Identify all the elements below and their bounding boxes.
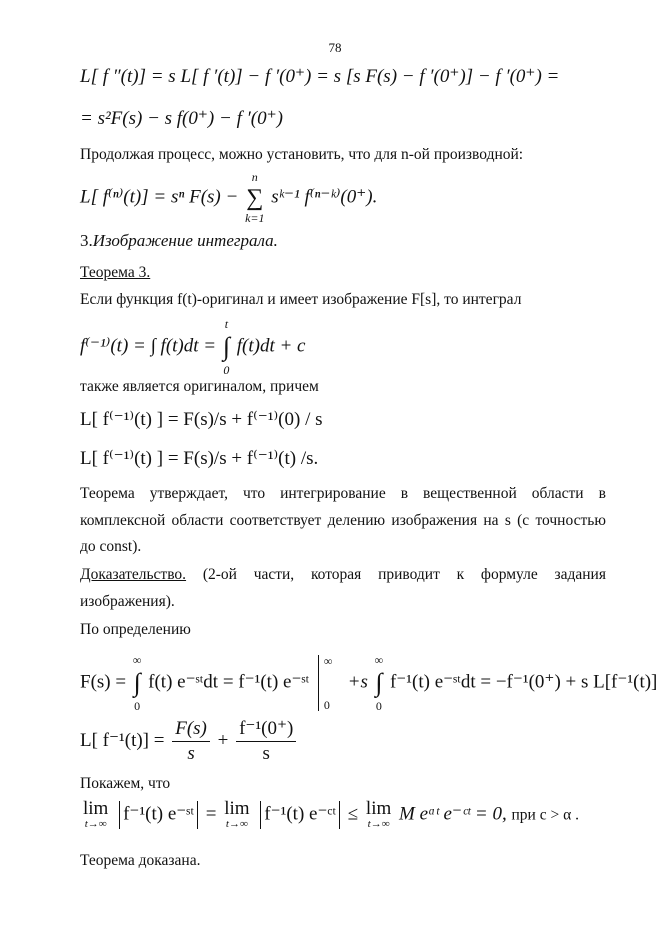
word: s — [504, 512, 511, 529]
proof-line-1 — [80, 564, 606, 586]
word: приводит — [378, 566, 440, 583]
word: (с — [517, 512, 530, 529]
theorem-label: Теорема 3. — [80, 264, 151, 281]
integral-upper-limit: ∞ — [132, 653, 142, 667]
word: которая — [310, 566, 362, 583]
word: области — [531, 485, 584, 502]
word: к — [456, 566, 465, 583]
text-nth-derivative-intro: Продолжая процесс, можно установить, что для n-ой производной: — [80, 146, 524, 163]
evaluation-upper: ∞ — [323, 654, 333, 668]
evaluation-lower: 0 — [323, 698, 330, 712]
formula-integral — [80, 316, 305, 378]
lim-text: lim — [224, 798, 250, 819]
formula-integral-image-a: L[ f⁽⁻¹⁾(t) ] = F(s)/s + f⁽⁻¹⁾(0) / s — [80, 409, 323, 430]
word: изображения — [391, 512, 478, 529]
word: в — [400, 485, 409, 502]
abs-bar — [260, 801, 261, 829]
integral-sign: ∫ — [222, 332, 230, 361]
leq-sign: ≤ — [347, 803, 359, 825]
fraction-2 — [236, 718, 296, 765]
integral-formula-rhs: f(t)dt + c — [236, 335, 306, 357]
section-heading — [80, 230, 278, 252]
evaluation-bar — [318, 655, 341, 711]
formula-second-derivative: L[ f ″(t)] = s L[ f ′(t)] − f ′(0⁺) = s [s F(s) − f ′(0⁺)] − f ′(0⁺) = — [80, 66, 560, 87]
nth-formula-rhs: sᵏ⁻¹ f⁽ⁿ⁻ᵏ⁾(0⁺). — [271, 186, 378, 208]
text-theorem-proven: Теорема доказана. — [80, 852, 201, 869]
lim-text: lim — [365, 798, 392, 819]
word: делению — [327, 512, 386, 529]
definite-integral-1 — [133, 652, 142, 714]
word: соответствует — [229, 512, 322, 529]
formula-limit — [80, 800, 579, 830]
formula-image-of-antiderivative — [80, 718, 299, 765]
fs-lhs: F(s) = — [80, 671, 127, 693]
definite-integral — [223, 316, 230, 378]
statement-line-3: до const). — [80, 538, 142, 555]
limit-condition: при c > α . — [511, 806, 579, 824]
sum-upper-limit: n — [251, 170, 258, 184]
word: что — [242, 485, 266, 502]
integral-upper-limit: ∞ — [374, 653, 384, 667]
abs-bar — [197, 801, 198, 829]
word: области — [171, 512, 224, 529]
fs-mid-2: +s — [347, 671, 368, 693]
integral-sign: ∫ — [375, 668, 383, 697]
fs-mid-1: f(t) e⁻ˢᵗdt = f⁻¹(t) e⁻ˢᵗ — [148, 671, 310, 693]
formula-integral-image-b: L[ f⁽⁻¹⁾(t) ] = F(s)/s + f⁽⁻¹⁾(t) /s. — [80, 448, 319, 469]
word: части, — [253, 566, 295, 583]
word: комплексной — [80, 512, 166, 529]
text-show-that: Покажем, что — [80, 775, 171, 792]
limit-operator-3 — [366, 800, 391, 830]
lim-subscript: t→∞ — [84, 818, 107, 830]
word: (2-ой — [202, 566, 237, 583]
integral-lower-limit: 0 — [223, 363, 230, 377]
section-title: Изображение интеграла. — [92, 231, 278, 250]
word: формуле — [480, 566, 538, 583]
fs-rhs: f⁻¹(t) e⁻ˢᵗdt = −f⁻¹(0⁺) + s L[f⁻¹(t)] — [389, 671, 658, 693]
formula-second-derivative-continued: = s²F(s) − s f(0⁺) − f ′(0⁺) — [80, 108, 283, 129]
word: задания — [554, 566, 606, 583]
limit-operator-2 — [224, 800, 249, 830]
sum-lower-limit: k=1 — [245, 211, 265, 225]
limit-term-2: f⁻¹(t) e⁻ᶜᵗ — [264, 803, 336, 825]
equals-sign: = — [205, 803, 217, 825]
word: утверждает, — [149, 485, 228, 502]
fraction-2-numerator: f⁻¹(0⁺) — [236, 718, 296, 742]
lim-text: lim — [83, 798, 109, 819]
sum-sign: ∑ — [246, 185, 264, 211]
proof-label: Доказательство. — [80, 566, 187, 583]
abs-bar — [339, 801, 340, 829]
limit-operator-1 — [83, 800, 108, 830]
definite-integral-2 — [375, 652, 384, 714]
plus-sign: + — [217, 729, 229, 751]
integral-formula-lhs: f⁽⁻¹⁾(t) = ∫ f(t)dt = — [80, 335, 217, 357]
section-number: 3. — [80, 231, 93, 250]
lim-subscript: t→∞ — [367, 818, 390, 830]
statement-line-1 — [80, 483, 606, 505]
formula-laplace-definition — [80, 652, 657, 714]
limit-term-3: M eᵅᵗ e⁻ᶜᵗ = 0, — [399, 803, 507, 825]
word: точностью — [535, 512, 606, 529]
limit-term-1: f⁻¹(t) e⁻ˢᵗ — [123, 803, 194, 825]
word: Теорема — [80, 485, 135, 502]
integral-lower-limit: 0 — [375, 699, 382, 713]
text-by-definition: По определению — [80, 621, 191, 638]
fraction-2-denominator: s — [262, 743, 270, 764]
theorem-text: Если функция f(t)-оригинал и имеет изображение F[s], то интеграл — [80, 291, 522, 308]
abs-bar — [119, 801, 120, 829]
text-also-original: также является оригиналом, причем — [80, 378, 319, 395]
nth-formula-lhs: L[ f⁽ⁿ⁾(t)] = sⁿ F(s) − — [80, 186, 239, 208]
word: на — [483, 512, 499, 529]
integral-upper-limit: t — [224, 317, 229, 331]
lim-subscript: t→∞ — [225, 818, 248, 830]
fraction-1-numerator: F(s) — [172, 718, 210, 742]
integral-lower-limit: 0 — [134, 699, 141, 713]
fraction-1 — [172, 718, 210, 765]
word: в — [598, 485, 606, 502]
statement-line-2 — [80, 510, 606, 532]
fraction-1-denominator: s — [187, 743, 195, 764]
word: интегрирование — [280, 485, 386, 502]
summation — [245, 170, 264, 226]
proof-line-2: изображения). — [80, 593, 175, 610]
integral-sign: ∫ — [133, 668, 141, 697]
formula-nth-derivative — [80, 170, 377, 226]
lf-lhs: L[ f⁻¹(t)] = — [80, 729, 165, 751]
page-number: 78 — [328, 40, 342, 55]
word: вещественной — [423, 485, 517, 502]
